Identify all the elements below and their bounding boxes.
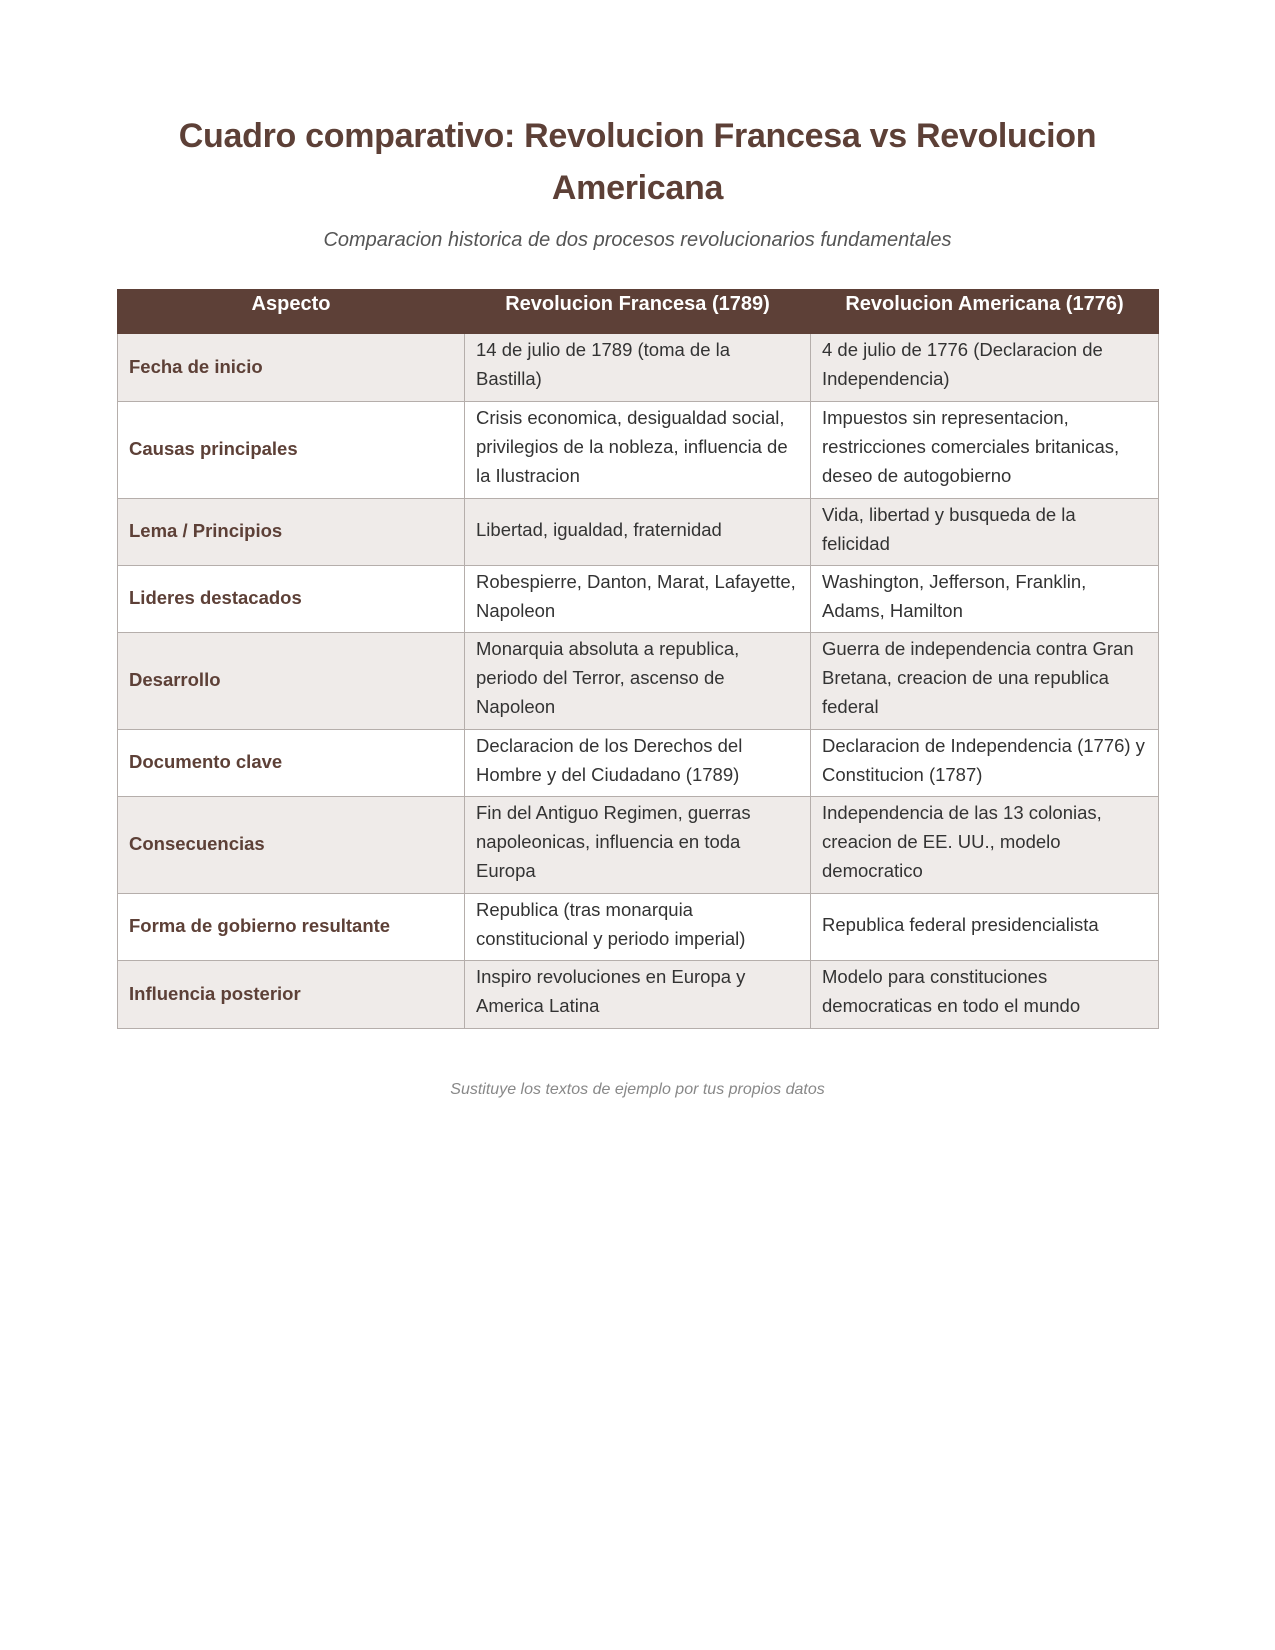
- francesa-cell: Libertad, igualdad, fraternidad: [465, 499, 811, 566]
- aspect-cell: Consecuencias: [118, 797, 465, 894]
- table-row: [118, 499, 1159, 566]
- table-row: [118, 961, 1159, 1029]
- aspect-cell: Documento clave: [118, 730, 465, 797]
- table-row: [118, 730, 1159, 797]
- francesa-cell: Inspiro revoluciones en Europa y America Latina: [465, 961, 811, 1029]
- francesa-cell: Crisis economica, desigualdad social, privilegios de la nobleza, influencia de la Ilustracion: [465, 402, 811, 499]
- comparison-table: [117, 289, 1159, 1029]
- aspect-cell: Lema / Principios: [118, 499, 465, 566]
- americana-cell: Independencia de las 13 colonias, creacion de EE. UU., modelo democratico: [811, 797, 1159, 894]
- page-subtitle: Comparacion historica de dos procesos revolucionarios fundamentales: [323, 229, 952, 251]
- americana-cell: 4 de julio de 1776 (Declaracion de Independencia): [811, 334, 1159, 402]
- americana-cell: Washington, Jefferson, Franklin, Adams, Hamilton: [811, 566, 1159, 633]
- americana-cell: Declaracion de Independencia (1776) y Constitucion (1787): [811, 730, 1159, 797]
- aspect-cell: Lideres destacados: [118, 566, 465, 633]
- table-row: [118, 894, 1159, 961]
- aspect-cell: Causas principales: [118, 402, 465, 499]
- francesa-cell: 14 de julio de 1789 (toma de la Bastilla): [465, 334, 811, 402]
- aspect-cell: Influencia posterior: [118, 961, 465, 1029]
- francesa-cell: Republica (tras monarquia constitucional y periodo imperial): [465, 894, 811, 961]
- aspect-cell: Fecha de inicio: [118, 334, 465, 402]
- header-revolucion-americana: Revolucion Americana (1776): [811, 290, 1159, 334]
- francesa-cell: Fin del Antiguo Regimen, guerras napoleonicas, influencia en toda Europa: [465, 797, 811, 894]
- americana-cell: Impuestos sin representacion, restricciones comerciales britanicas, deseo de autogobierno: [811, 402, 1159, 499]
- aspect-cell: Forma de gobierno resultante: [118, 894, 465, 961]
- table-row: [118, 566, 1159, 633]
- americana-cell: Guerra de independencia contra Gran Bretana, creacion de una republica federal: [811, 633, 1159, 730]
- header-revolucion-francesa: Revolucion Francesa (1789): [465, 290, 811, 334]
- table-row: [118, 633, 1159, 730]
- francesa-cell: Robespierre, Danton, Marat, Lafayette, Napoleon: [465, 566, 811, 633]
- francesa-cell: Declaracion de los Derechos del Hombre y del Ciudadano (1789): [465, 730, 811, 797]
- table-row: [118, 334, 1159, 402]
- table-row: [118, 402, 1159, 499]
- americana-cell: Republica federal presidencialista: [811, 894, 1159, 961]
- aspect-cell: Desarrollo: [118, 633, 465, 730]
- page-title: Cuadro comparativo: Revolucion Francesa vs Revolucion Americana: [178, 117, 1097, 207]
- americana-cell: Modelo para constituciones democraticas en todo el mundo: [811, 961, 1159, 1029]
- table-row: [118, 797, 1159, 894]
- francesa-cell: Monarquia absoluta a republica, periodo del Terror, ascenso de Napoleon: [465, 633, 811, 730]
- americana-cell: Vida, libertad y busqueda de la felicidad: [811, 499, 1159, 566]
- header-aspecto: Aspecto: [118, 290, 465, 334]
- table-header-row: [118, 290, 1159, 334]
- footer-note: Sustituye los textos de ejemplo por tus propios datos: [450, 1081, 825, 1098]
